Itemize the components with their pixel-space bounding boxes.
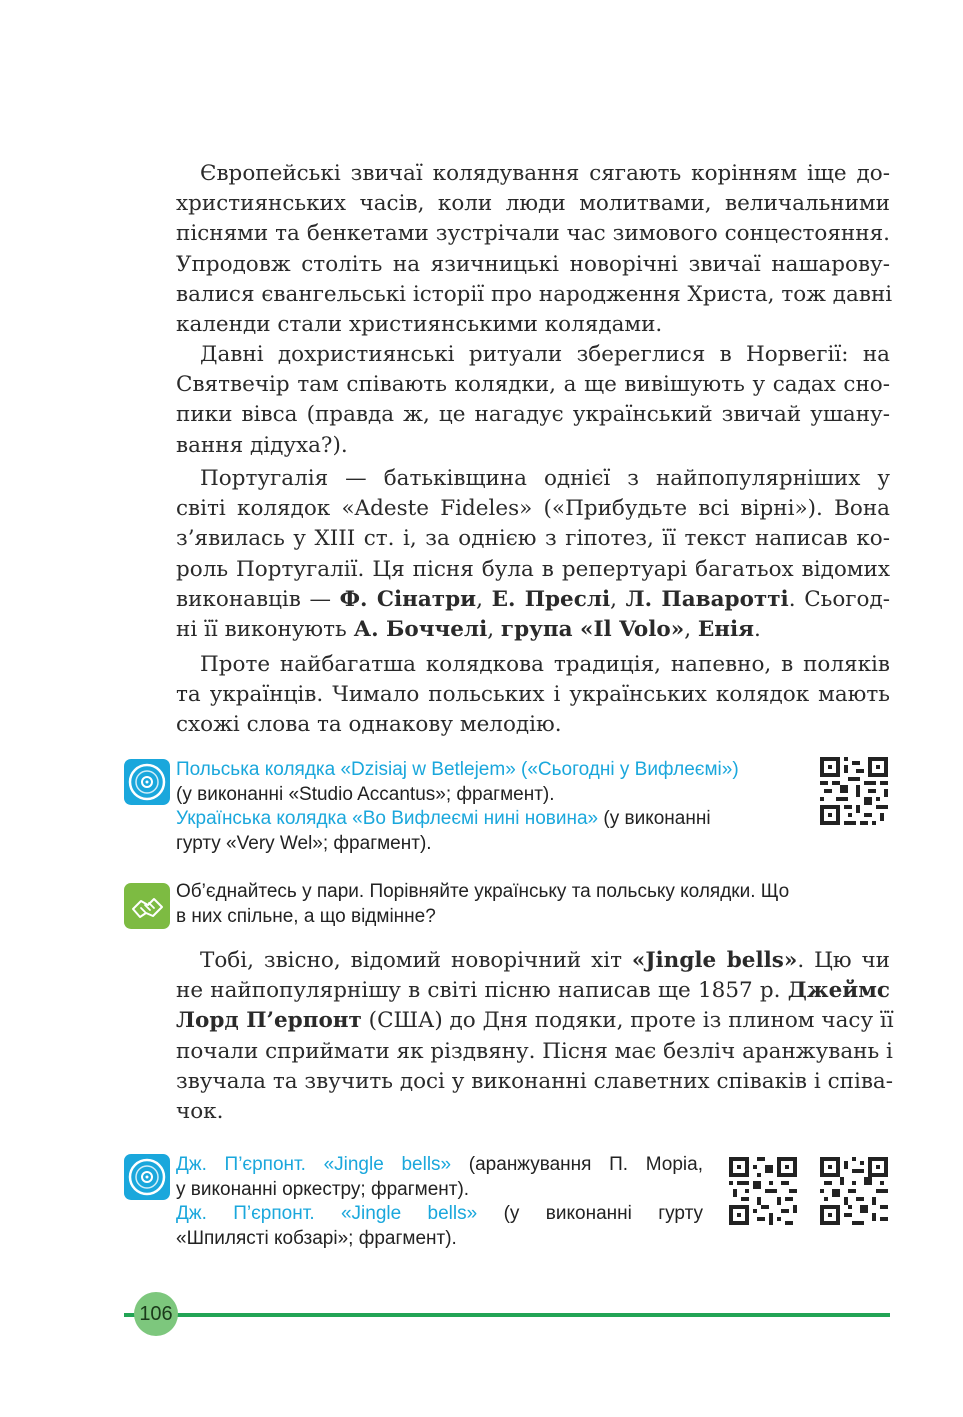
paragraph-2	[176, 340, 890, 461]
page-number: 106	[134, 1292, 178, 1336]
performer-name: Л. Паваротті	[625, 586, 789, 612]
media-caption: Українська колядка «Во Вифлеємі нині новина» (у виконанні	[176, 808, 711, 829]
handshake-icon	[124, 883, 170, 929]
text-line: звучала та звучить досі у виконанні славетних співаків і співа-	[176, 1068, 894, 1094]
performer-name: група «Il Volo»	[500, 617, 685, 643]
music-disc-icon[interactable]	[124, 1154, 170, 1200]
text-line: Європейські звичаї колядування сягають корінням іще до-	[200, 161, 890, 186]
text-line: схожі слова та однакову мелодію.	[176, 712, 562, 738]
text-line: ні її виконують А. Боччелі, група «Il Volo», Енія.	[176, 617, 761, 643]
paragraph-3	[176, 464, 890, 645]
composer-name: Джеймс	[787, 978, 890, 1004]
text-line: календи стали християнськими колядами.	[176, 312, 663, 338]
text-line: виконавців — Ф. Сінатри, Е. Преслі, Л. Паваротті. Сьогод-	[176, 586, 891, 612]
media-caption: у виконанні оркестру; фрагмент).	[176, 1178, 470, 1200]
performer-name: Е. Преслі	[491, 586, 611, 612]
performer-name: Енія	[697, 617, 755, 643]
performer-name: А. Боччелі	[353, 617, 488, 643]
media-caption: Дж. П’єрпонт. «Jingle bells» (аранжування П. Моріа,	[176, 1154, 703, 1175]
text-line: піснями та бенкетами зустрічали час зимового сонцестояння.	[176, 221, 890, 247]
audio-links-1	[176, 758, 796, 856]
composer-name: Лорд П’ерпонт	[176, 1008, 362, 1034]
footer-divider	[124, 1313, 890, 1317]
audio-link-polish-carol[interactable]: Польська колядка «Dzisiaj w Betlejem» («Сьогодні у Вифлеємі»)	[176, 759, 739, 780]
paragraph-1	[176, 159, 893, 340]
text-line: роль Португалії. Ця пісня була в репертуарі багатьох відомих	[176, 556, 890, 582]
text-line: з’явилась у XIII ст. і, за однією з гіпотез, її текст написав ко-	[176, 526, 890, 552]
text-line: вання дідуха?).	[176, 432, 348, 458]
media-caption: (у виконанні «Studio Accantus»; фрагмент).	[176, 783, 555, 805]
text-line: пики вівса (правда ж, це нагадує український звичай ушану-	[176, 402, 890, 428]
media-caption: гурту «Very Wel»; фрагмент).	[176, 832, 432, 854]
song-title: «Jingle bells»	[631, 948, 798, 973]
text-line: Тобі, звісно, відомий новорічний хіт «Jingle bells». Цю чи	[200, 948, 890, 973]
qr-code-icon[interactable]	[820, 757, 888, 825]
pair-work-task	[176, 880, 890, 929]
qr-code-icon[interactable]	[729, 1157, 797, 1225]
task-text: в них спільне, а що відмінне?	[176, 905, 436, 927]
text-line: Лорд П’ерпонт (США) до Дня подяки, проте із плином часу її	[176, 1008, 894, 1034]
text-line: Святвечір там співають колядки, а ще вивішують у садах сно-	[176, 372, 890, 398]
text-line: та українців. Чимало польських і українських колядок мають	[176, 682, 890, 708]
text-line: Проте найбагатша колядкова традиція, напевно, в поляків	[200, 652, 890, 677]
text-line: валися євангельські історії про народження Христа, тож давні	[176, 281, 893, 307]
text-line: чок.	[176, 1099, 224, 1125]
paragraph-4	[176, 650, 890, 741]
paragraph-5	[176, 946, 894, 1127]
text-line: християнських часів, коли люди молитвами, величальними	[176, 191, 890, 217]
audio-link-jingle-bells-kobzari[interactable]: Дж. П’єрпонт. «Jingle bells»	[176, 1203, 478, 1224]
audio-link-jingle-bells-moria[interactable]: Дж. П’єрпонт. «Jingle bells»	[176, 1154, 452, 1175]
text-line: почали сприймати як різдвяну. Пісня має безліч аранжувань і	[176, 1038, 893, 1064]
text-line: Упродовж століть на язичницькі новорічні звичаї нашарову-	[176, 251, 890, 277]
text-line: Португалія — батьківщина однієї з найпопулярніших у	[200, 466, 890, 491]
task-text: Об’єднайтесь у пари. Порівняйте українську та польську колядки. Що	[176, 881, 790, 902]
audio-links-2	[176, 1153, 703, 1251]
qr-code-icon[interactable]	[820, 1157, 888, 1225]
text-line: Давні дохристиянські ритуали збереглися в Норвегії: на	[200, 342, 890, 367]
music-disc-icon[interactable]	[124, 759, 170, 805]
media-caption: «Шпилясті кобзарі»; фрагмент).	[176, 1227, 457, 1249]
text-line: світі колядок «Adeste Fideles» («Прибудьте всі вірні»). Вона	[176, 496, 890, 522]
text-line: не найпопулярнішу в світі пісню написав ще 1857 р. Джеймс	[176, 978, 890, 1004]
performer-name: Ф. Сінатри	[339, 586, 477, 612]
audio-link-ukrainian-carol[interactable]: Українська колядка «Во Вифлеємі нині новина»	[176, 808, 599, 829]
media-caption: Дж. П’єрпонт. «Jingle bells» (у виконанні гурту	[176, 1203, 703, 1224]
